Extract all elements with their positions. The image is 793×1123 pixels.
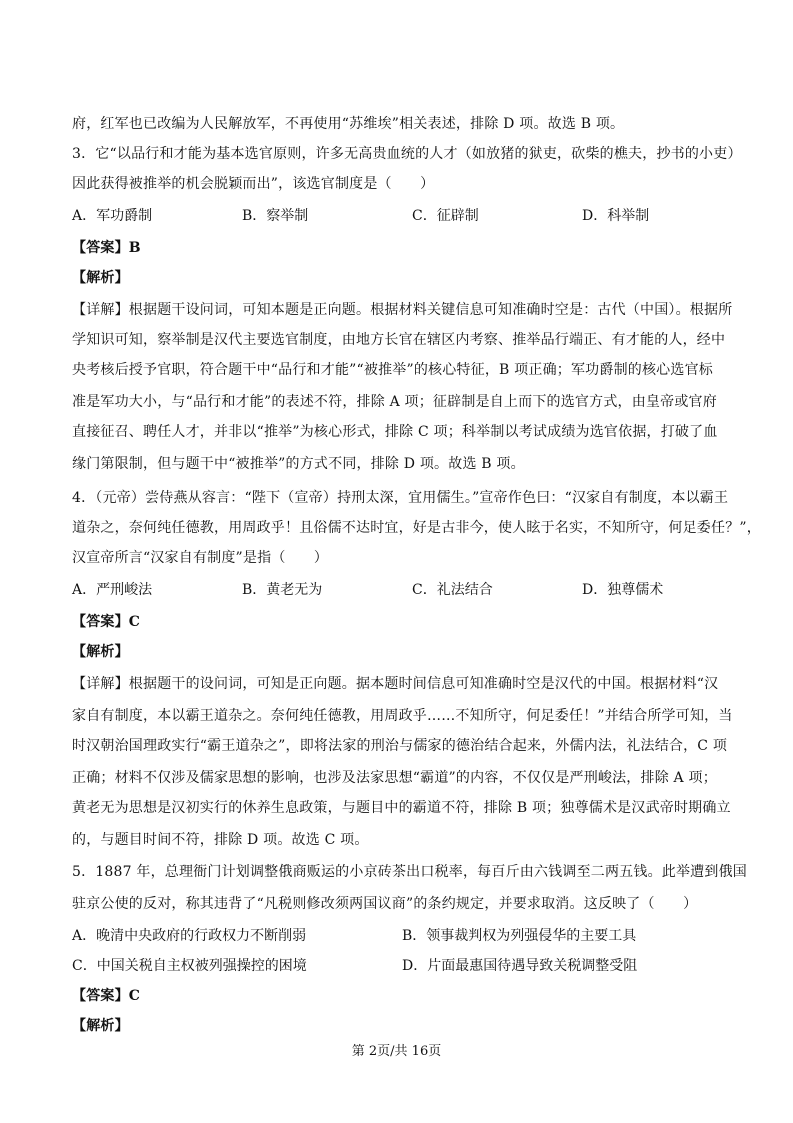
q3-explain-line-1: 【详解】根据题干设问词，可知本题是正向题。根据材料关键信息可知准确时空是：古代（中国）。根据所 bbox=[72, 302, 733, 318]
q5-options-row-2 bbox=[72, 956, 752, 976]
continued-explanation: 府，红军也已改编为人民解放军，不再使用“苏维埃”相关表述，排除 D 项。故选 B 项。 bbox=[72, 116, 625, 132]
q5-option-d: D．片面最惠国待遇导致关税调整受阻 bbox=[402, 958, 638, 974]
q3-analysis-label: 【解析】 bbox=[72, 270, 129, 286]
q5-analysis-label: 【解析】 bbox=[72, 1018, 129, 1034]
q4-stem-line-2: 道杂之，奈何纯任德教，用周政乎！且俗儒不达时宜，好是古非今，使人眩于名实，不知所守，何足委任？”， bbox=[72, 520, 761, 536]
q4-options bbox=[72, 580, 752, 600]
q5-option-c: C．中国关税自主权被列强操控的困境 bbox=[72, 958, 307, 974]
q4-explain-line-3: 时汉朝治国理政实行“霸王道杂之”，即将法家的刑治与儒家的德治结合起来，外儒内法，礼法结合，C 项 bbox=[72, 738, 728, 754]
q4-explain-line-5: 黄老无为思想是汉初实行的休养生息政策，与题目中的霸道不符，排除 B 项；独尊儒术是汉武帝时期确立 bbox=[72, 800, 731, 816]
q3-explain-line-4: 准是军功大小，与“品行和才能”的表述不符，排除 A 项；征辟制是自上而下的选官方式，由皇帝或官府 bbox=[72, 394, 717, 410]
q3-option-c: C．征辟制 bbox=[412, 208, 479, 224]
q4-explain-line-4: 正确；材料不仅涉及儒家思想的影响，也涉及法家思想“霸道”的内容，不仅仅是严刑峻法，排除 A 项； bbox=[72, 770, 717, 786]
q3-stem-line-1: 3．它“以品行和才能为基本选官原则，许多无高贵血统的人才（如放猪的狱吏，砍柴的樵夫，抄书的小吏） bbox=[72, 146, 742, 162]
q3-answer: 【答案】B bbox=[72, 240, 141, 256]
q5-options-row-1 bbox=[72, 926, 752, 946]
q3-option-a: A．军功爵制 bbox=[72, 208, 153, 224]
q5-stem-line-1: 5．1887 年，总理衙门计划调整俄商贩运的小京砖茶出口税率，每百斤由六钱调至二两五钱。此举遭到俄国 bbox=[72, 864, 747, 880]
q3-explain-line-3: 央考核后授予官职，符合题干中“品行和才能”“被推举”的核心特征，B 项正确；军功爵制的核心选官标 bbox=[72, 362, 713, 378]
q5-stem-line-2: 驻京公使的反对，称其违背了“凡税则修改须两国议商”的条约规定，并要求取消。这反映了（ ） bbox=[72, 896, 698, 912]
q3-explain-line-6: 缘门第限制，但与题干中“被推举”的方式不同，排除 D 项。故选 B 项。 bbox=[72, 456, 525, 472]
q4-option-c: C．礼法结合 bbox=[412, 582, 493, 598]
q3-explain-line-2: 学知识可知，察举制是汉代主要选官制度，由地方长官在辖区内考察、推举品行端正、有才能的人，经中 bbox=[72, 332, 726, 348]
q5-option-b: B．领事裁判权为列强侵华的主要工具 bbox=[402, 928, 637, 944]
q4-explain-line-6: 的，与题目时间不符，排除 D 项。故选 C 项。 bbox=[72, 832, 369, 848]
q4-option-a: A．严刑峻法 bbox=[72, 582, 153, 598]
q4-explain-line-2: 家自有制度，本以霸王道杂之。奈何纯任德教，用周政乎……不知所守，何足委任！”并结合所学可知，当 bbox=[72, 708, 733, 724]
q5-answer: 【答案】C bbox=[72, 988, 141, 1004]
page-number-footer: 第 2页/共 16页 bbox=[351, 1044, 442, 1059]
q4-option-b: B．黄老无为 bbox=[242, 582, 323, 598]
q5-option-a: A．晚清中央政府的行政权力不断削弱 bbox=[72, 928, 307, 944]
q4-stem-line-1: 4．（元帝）尝侍燕从容言：“陛下（宣帝）持刑太深，宜用儒生。”宣帝作色曰：“汉家自有制度，本以霸王 bbox=[72, 490, 729, 506]
q3-options bbox=[72, 206, 752, 226]
q3-stem-line-2: 因此获得被推举的机会脱颖而出”，该选官制度是（ ） bbox=[72, 176, 435, 192]
q3-explain-line-5: 直接征召、聘任人才，并非以“推举”为核心形式，排除 C 项；科举制以考试成绩为选官依据，打破了血 bbox=[72, 424, 718, 440]
q3-option-b: B．察举制 bbox=[242, 208, 309, 224]
q4-option-d: D．独尊儒术 bbox=[582, 582, 664, 598]
q3-option-d: D．科举制 bbox=[582, 208, 650, 224]
q4-answer: 【答案】C bbox=[72, 614, 141, 630]
q4-explain-line-1: 【详解】根据题干的设问词，可知是正向题。据本题时间信息可知准确时空是汉代的中国。根据材料“汉 bbox=[72, 676, 719, 692]
q4-analysis-label: 【解析】 bbox=[72, 644, 129, 660]
q4-stem-line-3: 汉宣帝所言“汉家自有制度”是指（ ） bbox=[72, 550, 329, 566]
